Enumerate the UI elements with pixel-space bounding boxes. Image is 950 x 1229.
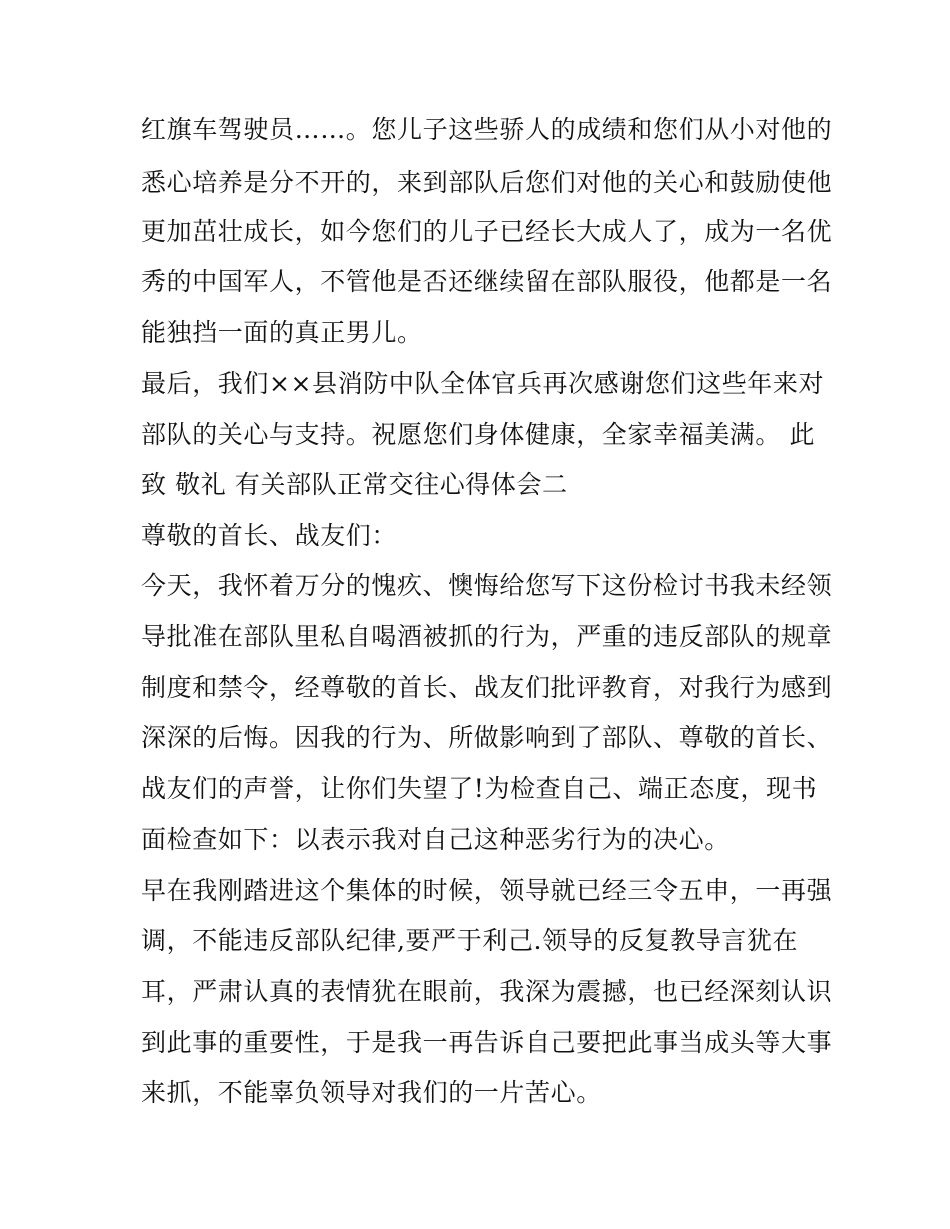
text-line: 致 敬礼 有关部队正常交往心得体会二 [141, 470, 568, 499]
text-line: 深深的后悔。因我的行为、所做影响到了部队、尊敬的首长、 [141, 723, 833, 752]
text-line: 尊敬的首长、战友们： [141, 521, 398, 550]
text-line: 导批准在部队里私自喝酒被抓的行为，严重的违反部队的规章 [141, 622, 833, 651]
text-line: 耳，严肃认真的表情犹在眼前，我深为震撼，也已经深刻认识 [141, 977, 833, 1006]
text-line: 调，不能违反部队纪律,要严于利己.领导的反复教导言犹在 [141, 926, 799, 955]
text-line: 能独挡一面的真正男儿。 [141, 318, 423, 347]
text-line: 战友们的声誉，让你们失望了!为检查自己、端正态度，现书 [141, 774, 818, 803]
text-line: 秀的中国军人，不管他是否还继续留在部队服役，他都是一名 [141, 267, 833, 296]
text-line: 最后，我们××县消防中队全体官兵再次感谢您们这些年来对 [141, 369, 825, 398]
text-line: 悉心培养是分不开的，来到部队后您们对他的关心和鼓励使他 [141, 168, 833, 197]
text-line: 红旗车驾驶员……。您儿子这些骄人的成绩和您们从小对他的 [141, 115, 833, 144]
text-line: 到此事的重要性，于是我一再告诉自己要把此事当成头等大事 [141, 1028, 833, 1057]
text-line: 早在我刚踏进这个集体的时候，领导就已经三令五申，一再强 [141, 876, 833, 905]
text-line: 部队的关心与支持。祝愿您们身体健康，全家幸福美满。 此 [141, 420, 816, 449]
text-line: 今天，我怀着万分的愧疚、懊悔给您写下这份检讨书我未经领 [141, 571, 833, 600]
text-line: 来抓，不能辜负领导对我们的一片苦心。 [141, 1078, 602, 1107]
text-line: 面检查如下：以表示我对自己这种恶劣行为的决心。 [141, 825, 730, 854]
text-line: 制度和禁令，经尊敬的首长、战友们批评教育，对我行为感到 [141, 673, 833, 702]
text-line: 更加茁壮成长，如今您们的儿子已经长大成人了，成为一名优 [141, 217, 833, 246]
